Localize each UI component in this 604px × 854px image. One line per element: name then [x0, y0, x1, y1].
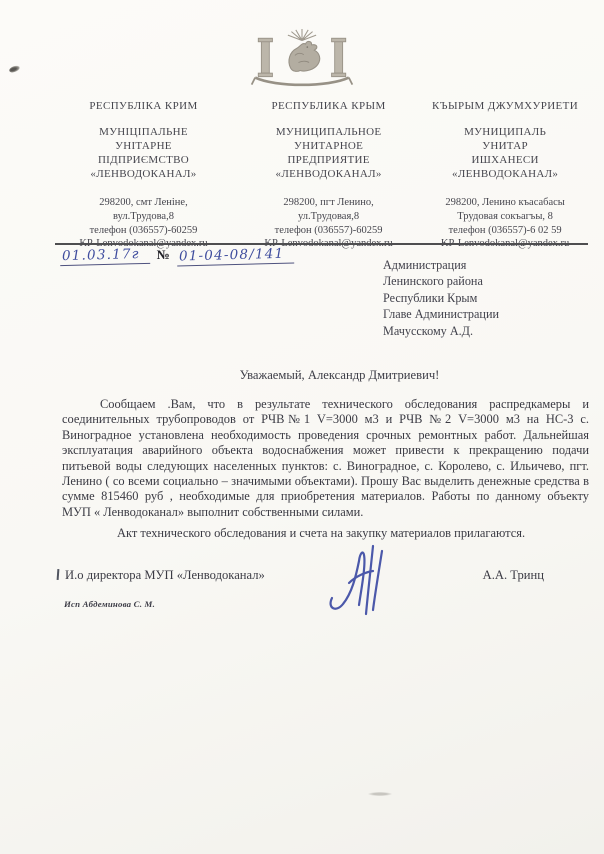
- scan-artifact-mark: [57, 569, 60, 580]
- letterhead-column-crimean-tatar: [420, 100, 590, 251]
- header-divider: [55, 243, 588, 245]
- body-line: эксплуатация аварийного объекта водоснабжения может привести к прекращению подачи: [62, 443, 589, 458]
- organization-name: МУНИЦИПАЛЬНОЕ УНИТАРНОЕ ПРЕДПРИЯТИЕ «ЛЕНВОДОКАНАЛ»: [275, 126, 382, 180]
- organization-address: 298200, смт Леніне, вул.Трудова,8 телефон (036557)-60259: [89, 197, 198, 236]
- ink-speck: [8, 64, 20, 73]
- body-line: сумме 815460 руб , необходимые для приобретения материалов. Работы по данному объекту: [62, 489, 589, 504]
- organization-address: 298200, Ленино къасабасы Трудовая сокъагъы, 8 телефон (036557)-6 02 59: [445, 197, 565, 236]
- handwritten-date: 01.03.17г: [60, 246, 150, 266]
- body-line: соединительных трубопроводов от РЧВ№1 V=3000 м3 и РЧВ №2 V=3000 м3 на НС-3 с.: [62, 412, 589, 427]
- letterhead: [0, 100, 604, 251]
- handwritten-outgoing-number: 01-04-08/141: [177, 245, 295, 266]
- letterhead-column-russian: [237, 100, 420, 251]
- number-sign: №: [156, 247, 170, 262]
- organization-name: МУНІЦІПАЛЬНЕ УНІТАРНЕ ПІДПРИЄМСТВО «ЛЕНВОДОКАНАЛ»: [90, 126, 197, 180]
- body-line: Сообщаем .Вам, что в результате технического обследования распредкамеры и: [100, 397, 589, 411]
- scan-smudge: [368, 792, 392, 796]
- addressee-line: Мачусскому А.Д.: [383, 323, 474, 338]
- attachments-line: Акт технического обследования и счета на закупку материалов прилагаются.: [117, 526, 526, 541]
- addressee-line: Ленинского района: [383, 274, 483, 289]
- salutation: Уважаемый, Александр Дмитриевич!: [239, 368, 440, 382]
- organization-address: 298200, пгт Ленино, ул.Трудовая,8 телефон (036557)-60259: [274, 197, 383, 236]
- republic-name: РЕСПУБЛІКА КРИМ: [89, 100, 198, 112]
- addressee-line: Главе Администрации: [383, 307, 499, 322]
- body-line: питьевой воды следующих населенных пунктов: с. Виноградное, с. Королево, с. Ильичево, пгт.: [62, 458, 589, 473]
- body-line: Виноградное установлена необходимость проведения срочных ремонтных работ. Дальнейшая: [62, 427, 589, 442]
- organization-name: МУНИЦИПАЛЬ УНИТАР ИШХАНЕСИ «ЛЕНВОДОКАНАЛ»: [452, 126, 559, 180]
- body-line: МУП « Ленводоканал» выполнит собственными силами.: [62, 504, 364, 519]
- republic-name: РЕСПУБЛИКА КРЫМ: [271, 100, 386, 112]
- reference-line: [60, 247, 294, 265]
- addressee-block: [383, 257, 499, 339]
- crimea-emblem-icon: [249, 26, 355, 92]
- addressee-line: Республики Крым: [383, 290, 478, 305]
- addressee-line: Администрация: [383, 258, 467, 272]
- letter-body: [62, 397, 589, 542]
- body-line: Ленино ( со всеми социально – значимыми объектами). Прошу Вас выделить денежные средства в: [62, 474, 589, 489]
- republic-name: КЪЫРЫМ ДЖУМХУРИЕТИ: [432, 100, 579, 112]
- signature-row: [57, 560, 546, 624]
- signer-name: А.А. Тринц: [482, 568, 544, 582]
- signer-position: И.о директора МУП «Ленводоканал»: [57, 568, 265, 583]
- letterhead-column-ukrainian: [50, 100, 237, 251]
- handwritten-signature-icon: [325, 542, 397, 622]
- executor-line: Исп Абдеминова С. М.: [64, 599, 155, 609]
